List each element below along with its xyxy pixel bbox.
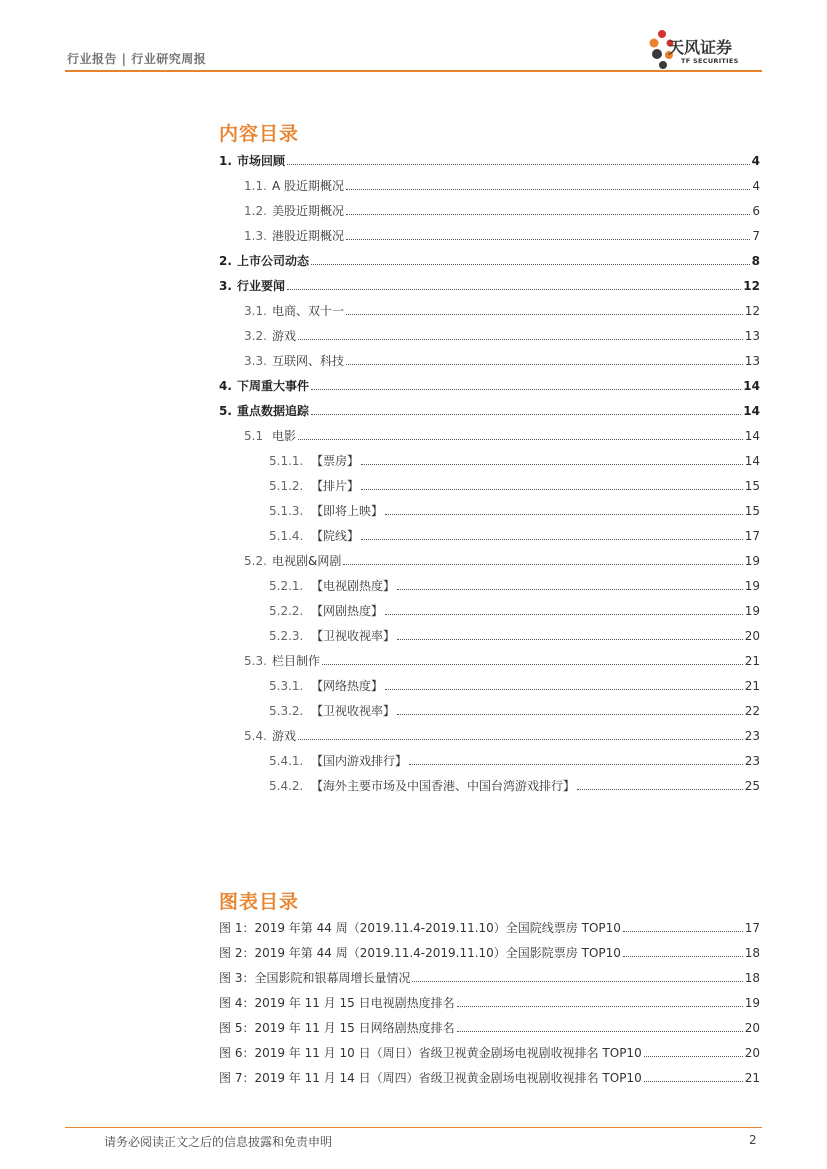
dot-leader [346,314,743,315]
toc-entry-page: 12 [744,304,760,318]
figure-entry-label: 图 6：2019 年 11 月 10 日（周日）省级卫视黄金剧场电视剧收视排名 TOP10 [219,1046,642,1060]
report-type-label: 行业报告 | 行业研究周报 [67,52,207,66]
dot-leader [623,931,743,932]
figure-entry-label: 图 1：2019 年第 44 周（2019.11.4-2019.11.10）全国院线票房 TOP10 [219,921,621,935]
toc-entry-label: A 股近期概况 [272,179,345,193]
toc-entry-number: 3.3. [244,354,267,368]
toc-entry[interactable] [244,203,760,219]
toc-entry-label: 【排片】 [311,479,360,493]
dot-leader [287,164,750,165]
figure-entry-page: 20 [744,1021,760,1035]
toc-entry[interactable] [244,353,760,369]
toc-entry[interactable] [244,178,760,194]
toc-entry-number: 5.1.2. [269,479,304,493]
figure-entry[interactable] [219,1020,760,1036]
figure-entry[interactable] [219,920,760,936]
dot-leader [397,589,743,590]
dot-leader [397,639,743,640]
toc-entry-number: 5.3. [244,654,267,668]
figure-entry[interactable] [219,1070,760,1086]
toc-entry[interactable] [244,328,760,344]
toc-entry-page: 7 [752,229,760,243]
toc-entry-number: 3.1. [244,304,267,318]
toc-entry-label: 【票房】 [311,454,360,468]
figures-title: 图表目录 [219,891,300,913]
toc-entry-label: 电影 [272,429,297,443]
toc-entry[interactable] [244,228,760,244]
toc-entry-page: 6 [752,204,760,218]
toc-entry-label: 下周重大事件 [237,379,310,393]
figure-entry-label: 图 2：2019 年第 44 周（2019.11.4-2019.11.10）全国影院票房 TOP10 [219,946,621,960]
toc-entry-label: 栏目制作 [272,654,321,668]
toc-entry-number: 5. [219,404,232,418]
toc-entry[interactable] [269,628,760,644]
toc-entry-label: 【卫视收视率】 [311,704,396,718]
footer-disclaimer[interactable]: 请务必阅读正文之后的信息披露和免责申明 [104,1135,333,1149]
toc-entry-number: 1.3. [244,229,267,243]
dot-leader [385,689,743,690]
dot-leader [311,389,741,390]
toc-entry-number: 5.2.2. [269,604,304,618]
dot-leader [361,464,743,465]
toc-entry[interactable] [269,703,760,719]
toc-entry-number: 1. [219,154,232,168]
toc-title: 内容目录 [219,123,300,145]
dot-leader [623,956,743,957]
toc-entry-number: 5.1.3. [269,504,304,518]
dot-leader [644,1056,743,1057]
toc-entry[interactable] [269,478,760,494]
toc-entry-number: 5.3.1. [269,679,304,693]
toc-entry-label: 【网剧热度】 [311,604,384,618]
toc-entry-label: 港股近期概况 [272,229,345,243]
dot-leader [361,489,743,490]
toc-entry-page: 14 [743,379,760,393]
toc-entry[interactable] [269,528,760,544]
toc-entry-number: 5.1.1. [269,454,304,468]
toc-entry-number: 5.3.2. [269,704,304,718]
toc-entry[interactable] [269,503,760,519]
toc-entry-page: 19 [744,604,760,618]
toc-entry[interactable] [244,553,760,569]
header-divider [65,70,762,72]
toc-entry-number: 5.4. [244,729,267,743]
toc-entry-label: 【国内游戏排行】 [311,754,408,768]
toc-entry[interactable] [269,603,760,619]
toc-entry-page: 23 [744,729,760,743]
toc-entry-label: 美股近期概况 [272,204,345,218]
toc-entry-page: 14 [744,429,760,443]
dot-leader [311,264,750,265]
toc-entry-number: 4. [219,379,232,393]
toc-entry-number: 3.2. [244,329,267,343]
toc-entry-label: 互联网、科技 [272,354,345,368]
toc-entry-number: 3. [219,279,232,293]
toc-entry-label: 游戏 [272,329,297,343]
toc-entry-page: 19 [744,554,760,568]
toc-entry-number: 1.1. [244,179,267,193]
footer-divider [65,1127,762,1128]
toc-entry-page: 19 [744,579,760,593]
dot-leader [343,564,742,565]
toc-entry-number: 5.2.1. [269,579,304,593]
figure-entry-page: 18 [744,971,760,985]
toc-entry-label: 【海外主要市场及中国香港、中国台湾游戏排行】 [311,779,576,793]
toc-entry-page: 22 [744,704,760,718]
toc-entry-label: 电视剧&网剧 [272,554,342,568]
toc-entry-page: 21 [744,679,760,693]
figure-entry[interactable] [219,945,760,961]
toc-entry-page: 17 [744,529,760,543]
figure-entry-label: 图 4：2019 年 11 月 15 日电视剧热度排名 [219,996,455,1010]
dot-leader [287,289,741,290]
figure-entry-page: 20 [744,1046,760,1060]
figure-entry[interactable] [219,995,760,1011]
dot-leader [298,739,743,740]
figure-entry-label: 图 3：全国影院和银幕周增长量情况 [219,971,411,985]
toc-entry-label: 重点数据追踪 [237,404,310,418]
toc-entry[interactable] [219,253,760,269]
toc-entry-number: 5.1.4. [269,529,304,543]
toc-entry-label: 上市公司动态 [237,254,310,268]
dot-leader [397,714,743,715]
dot-leader [298,439,743,440]
logo-english-name: TF SECURITIES [681,57,739,65]
toc-entry-number: 2. [219,254,232,268]
toc-entry[interactable] [244,303,760,319]
toc-entry[interactable] [219,153,760,169]
toc-entry-page: 23 [744,754,760,768]
toc-entry-page: 4 [751,154,760,168]
toc-entry-page: 13 [744,329,760,343]
dot-leader [361,539,743,540]
figure-entry-label: 图 5：2019 年 11 月 15 日网络剧热度排名 [219,1021,455,1035]
figure-entry-label: 图 7：2019 年 11 月 14 日（周四）省级卫视黄金剧场电视剧收视排名 TOP10 [219,1071,642,1085]
dot-leader [346,239,750,240]
toc-entry-label: 游戏 [272,729,297,743]
toc-entry-label: 【电视剧热度】 [311,579,396,593]
toc-entry[interactable] [219,378,760,394]
figure-entry-page: 17 [744,921,760,935]
toc-entry-label: 电商、双十一 [272,304,345,318]
dot-leader [298,339,743,340]
toc-entry[interactable] [269,578,760,594]
dot-leader [346,189,750,190]
figure-entry-page: 19 [744,996,760,1010]
dot-leader [385,514,743,515]
dot-leader [457,1006,743,1007]
toc-entry-label: 行业要闻 [237,279,286,293]
toc-entry[interactable] [269,753,760,769]
toc-entry-page: 20 [744,629,760,643]
figure-entry[interactable] [219,970,760,986]
toc-entry-page: 4 [752,179,760,193]
toc-entry-page: 13 [744,354,760,368]
figure-entry-page: 18 [744,946,760,960]
figure-entry-page: 21 [744,1071,760,1085]
dot-leader [385,614,743,615]
toc-entry-page: 15 [744,479,760,493]
toc-entry-number: 5.2. [244,554,267,568]
toc-entry[interactable] [219,403,760,419]
toc-entry-page: 15 [744,504,760,518]
toc-entry-number: 5.2.3. [269,629,304,643]
toc-entry-page: 8 [751,254,760,268]
toc-entry[interactable] [244,653,760,669]
dot-leader [577,789,743,790]
toc-entry[interactable] [269,778,760,794]
toc-entry-page: 21 [744,654,760,668]
toc-entry-number: 5.4.1. [269,754,304,768]
toc-entry[interactable] [244,728,760,744]
logo-chinese-name: 天风证券 [668,38,733,57]
dot-leader [644,1081,743,1082]
toc-entry-label: 【网络热度】 [311,679,384,693]
toc-entry[interactable] [244,428,760,444]
toc-entry-page: 14 [743,404,760,418]
dot-leader [412,981,742,982]
toc-entry-label: 【院线】 [311,529,360,543]
toc-entry[interactable] [269,453,760,469]
toc-entry-page: 25 [744,779,760,793]
dot-leader [346,364,743,365]
page-number: 2 [749,1133,757,1147]
toc-entry-label: 【卫视收视率】 [311,629,396,643]
dot-leader [409,764,743,765]
toc-entry-page: 14 [744,454,760,468]
dot-leader [322,664,743,665]
toc-entry[interactable] [269,678,760,694]
dot-leader [311,414,741,415]
toc-entry-page: 12 [743,279,760,293]
toc-entry-number: 1.2. [244,204,267,218]
dot-leader [457,1031,743,1032]
toc-entry[interactable] [219,278,760,294]
toc-entry-label: 市场回顾 [237,154,286,168]
dot-leader [346,214,750,215]
toc-entry-number: 5.4.2. [269,779,304,793]
toc-entry-label: 【即将上映】 [311,504,384,518]
toc-entry-number: 5.1 [244,429,264,443]
figure-entry[interactable] [219,1045,760,1061]
